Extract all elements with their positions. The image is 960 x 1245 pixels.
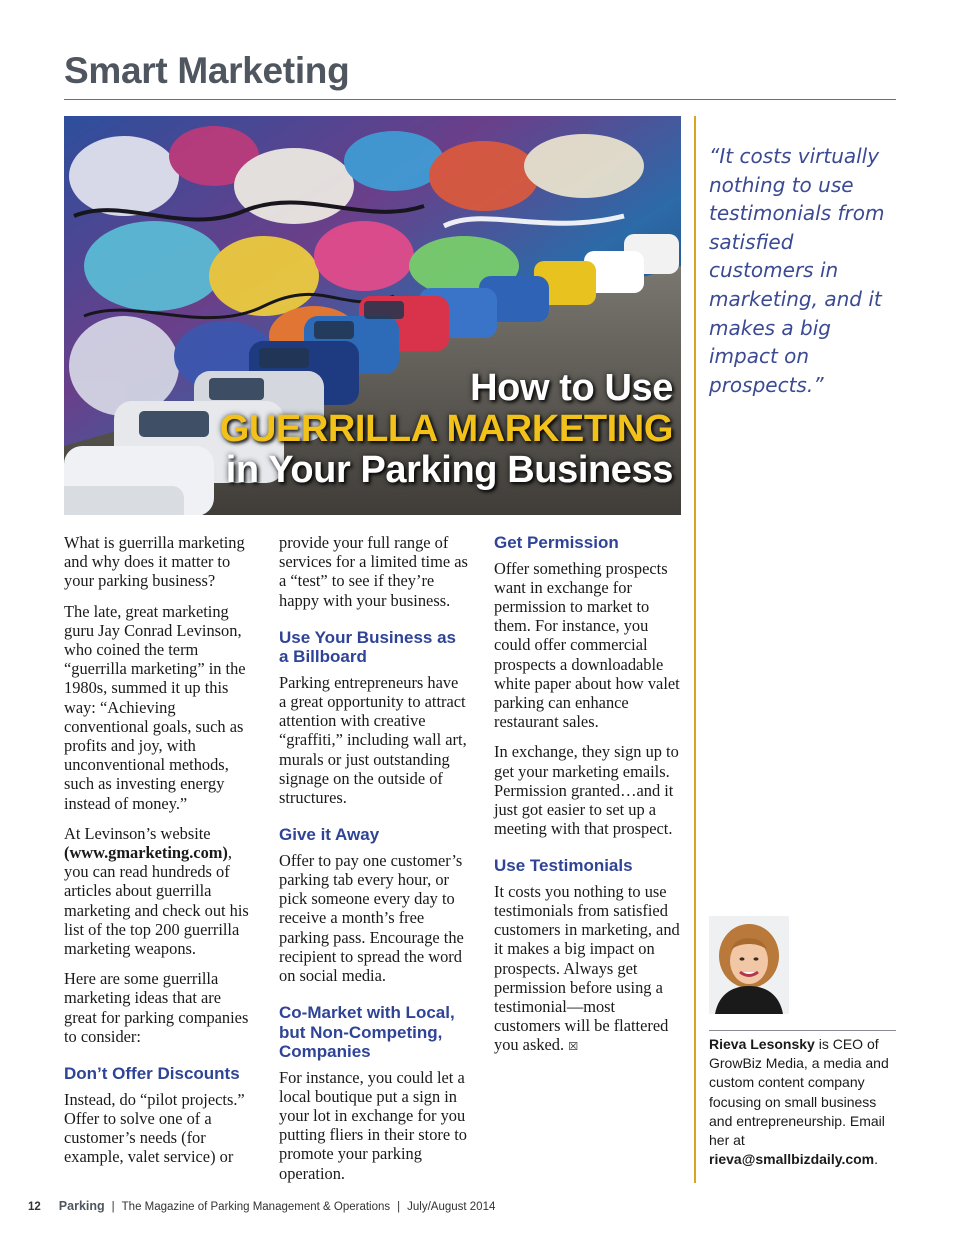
pull-quote: “It costs virtually nothing to use testimonials from satisfied customers in marketing, and it makes a big impact on prospects.” <box>709 144 885 397</box>
issue-date: July/August 2014 <box>407 1201 496 1213</box>
paragraph: Offer something prospects want in exchange for permission to market to them. For instance, you could offer commercial prospects a downloadable white paper about how valet parking can enhance restaurant sales. <box>494 558 680 732</box>
paragraph: For instance, you could let a local boutique put a sign in your lot in exchange for you putting fliers in their store to promote your parking operation. <box>279 1067 468 1183</box>
article-column-2 <box>279 533 469 1194</box>
subheading-give-it-away: Give it Away <box>279 825 380 845</box>
paragraph: Instead, do “pilot projects.” Offer to solve one of a customer’s needs (for example, valet service) or <box>64 1089 245 1167</box>
paragraph: Parking entrepreneurs have a great opportunity to attract attention with creative “graffiti,” including wall art, murals or just outstanding signage on the outside of structures. <box>279 672 467 808</box>
paragraph: provide your full range of services for a limited time as a “test” to see if they’re happy with your business. <box>279 533 468 610</box>
author-bio: Rieva Lesonsky is CEO of GrowBiz Media, a media and custom content company focusing on small business and entrepreneurship. Email her at rieva@smallbizdaily.com. <box>709 1036 889 1168</box>
author-name: Rieva Lesonsky <box>709 1036 815 1052</box>
title-divider <box>64 99 896 100</box>
paragraph: What is guerrilla marketing and why does it matter to your parking business? <box>64 533 245 591</box>
author-portrait-icon <box>709 916 789 1014</box>
paragraph: At Levinson’s website (www.gmarketing.com), you can read hundreds of articles about guerrilla marketing and check out his list of the top 200 guerrilla marketing weapons. <box>64 823 249 959</box>
magazine-tagline: The Magazine of Parking Management & Operations <box>121 1201 391 1213</box>
end-of-article-icon: ☒ <box>568 1040 579 1054</box>
section-title: Smart Marketing <box>64 50 350 91</box>
headline-line-3: in Your Parking Business <box>225 449 673 491</box>
author-email-link[interactable]: rieva@smallbizdaily.com <box>709 1151 875 1168</box>
page-number: 12 <box>28 1201 41 1213</box>
author-photo <box>709 916 789 1014</box>
subheading-use-testimonials: Use Testimonials <box>494 856 633 876</box>
subheading-use-your-business-as-billboard: Use Your Business as a Billboard <box>279 627 457 667</box>
paragraph: In exchange, they sign up to get your marketing emails. Permission granted…and it just got easier to set up a meeting with that prospect. <box>494 742 679 839</box>
subheading-co-market: Co-Market with Local, but Non-Competing, Companies <box>279 1003 455 1062</box>
author-divider <box>709 1030 896 1031</box>
headline-line-1: How to Use <box>470 367 673 409</box>
sidebar-divider <box>694 116 696 1183</box>
hero-image <box>64 116 681 515</box>
headline-line-2: GUERRILLA MARKETING <box>219 408 673 450</box>
paragraph: Offer to pay one customer’s parking tab every hour, or pick someone every day to receive a month’s free parking pass. Encourage the recipient to spread the word on social media. <box>279 850 464 985</box>
subheading-dont-offer-discounts: Don’t Offer Discounts <box>64 1064 240 1084</box>
article-column-1 <box>64 533 254 1177</box>
website-link[interactable]: (www.gmarketing.com) <box>64 843 228 863</box>
paragraph: Here are some guerrilla marketing ideas that are great for parking companies to consider: <box>64 969 249 1046</box>
page-footer: 12 Parking | The Magazine of Parking Management & Operations | July/August 2014 <box>28 1199 496 1213</box>
magazine-name: Parking <box>58 1199 105 1213</box>
article-column-3 <box>494 533 684 1068</box>
paragraph: It costs you nothing to use testimonials from satisfied customers in marketing, and it makes a big impact on prospects. Always get permission before using a testimonial—most customers will be flattered you asked. ☒ <box>494 881 680 1055</box>
subheading-get-permission: Get Permission <box>494 533 619 552</box>
article-headline <box>220 368 673 491</box>
paragraph: The late, great marketing guru Jay Conrad Levinson, who coined the term “guerrilla marketing” in the 1980s, summed it up this way: “Achieving conventional goals, such as profits and joy, with unconventional methods, such as investing energy instead of money.” <box>64 601 246 813</box>
